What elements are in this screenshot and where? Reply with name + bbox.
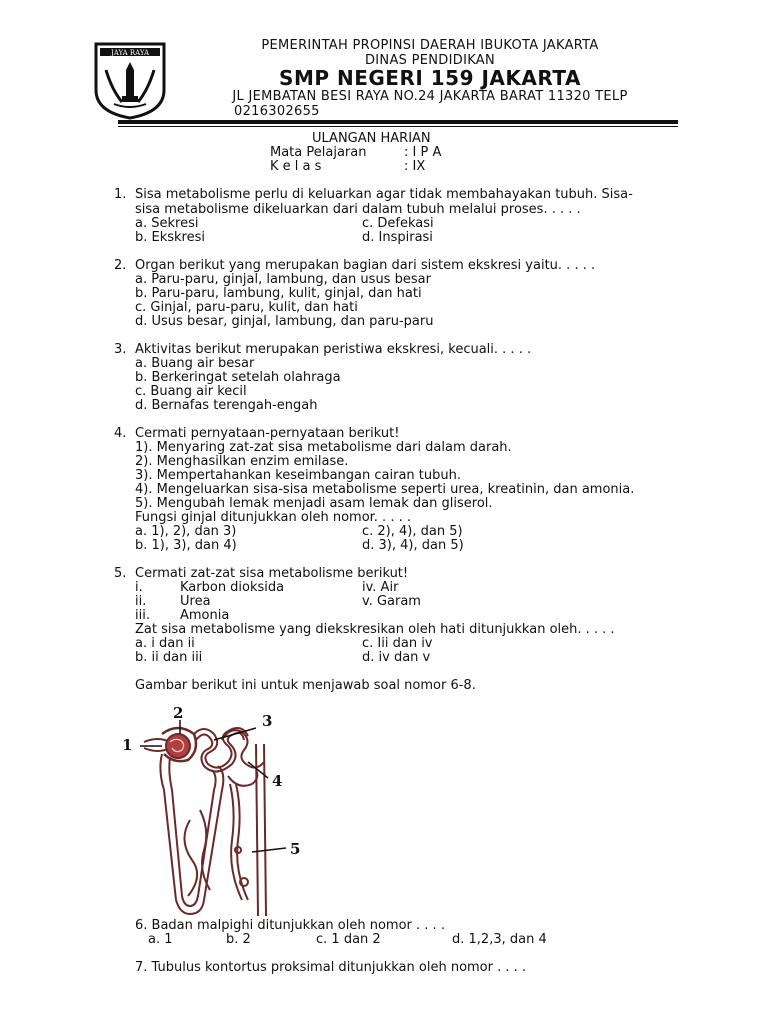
q1-option-d: d. Inspirasi xyxy=(362,230,433,245)
header-department: DINAS PENDIDIKAN xyxy=(364,53,496,68)
q5-question: Zat sisa metabolisme yang diekskresikan oleh hati ditunjukkan oleh. . . . . xyxy=(135,622,615,637)
q2-option-a: a. Paru-paru, ginjal, lambung, dan usus besar xyxy=(135,272,431,287)
q3-option-c: c. Buang air kecil xyxy=(135,384,247,399)
q3-text: Aktivitas berikut merupakan peristiwa ekskresi, kecuali. . . . . xyxy=(135,342,532,357)
class-label: K e l a s xyxy=(270,159,322,174)
q2-text: Organ berikut yang merupakan bagian dari sistem ekskresi yaitu. . . . . xyxy=(135,258,596,273)
exam-title: ULANGAN HARIAN xyxy=(312,131,431,146)
q5-text: Cermati zat-zat sisa metabolisme berikut! xyxy=(135,566,409,581)
q5-item-i-number: i. xyxy=(135,580,143,595)
q1-text-line1: Sisa metabolisme perlu di keluarkan agar tidak membahayakan tubuh. Sisa- xyxy=(135,187,633,202)
q3-option-a: a. Buang air besar xyxy=(135,356,255,371)
q6-option-d: d. 1,2,3, dan 4 xyxy=(452,932,547,947)
class-value: : IX xyxy=(404,159,426,174)
q4-option-d: d. 3), 4), dan 5) xyxy=(362,538,464,553)
q5-item-iii: Amonia xyxy=(180,608,230,623)
figure-label-2: 2 xyxy=(173,704,184,722)
q4-option-c: c. 2), 4), dan 5) xyxy=(362,524,463,539)
q3-option-b: b. Berkeringat setelah olahraga xyxy=(135,370,341,385)
q1-number: 1. xyxy=(114,187,127,202)
q4-text: Cermati pernyataan-pernyataan berikut! xyxy=(135,426,400,441)
q2-number: 2. xyxy=(114,258,127,273)
q5-item-iii-number: iii. xyxy=(135,608,150,623)
q5-option-b: b. ii dan iii xyxy=(135,650,203,665)
q5-item-ii: Urea xyxy=(180,594,211,609)
q5-option-a: a. i dan ii xyxy=(135,636,195,651)
nephron-figure xyxy=(118,700,318,922)
header-government: PEMERINTAH PROPINSI DAERAH IBUKOTA JAKARTA xyxy=(261,38,599,53)
q4-statement-4: 4). Mengeluarkan sisa-sisa metabolisme seperti urea, kreatinin, dan amonia. xyxy=(135,482,635,497)
q2-option-d: d. Usus besar, ginjal, lambung, dan paru-paru xyxy=(135,314,434,329)
q2-option-b: b. Paru-paru, lambung, kulit, ginjal, dan hati xyxy=(135,286,422,301)
q4-number: 4. xyxy=(114,426,127,441)
q5-number: 5. xyxy=(114,566,127,581)
q3-number: 3. xyxy=(114,342,127,357)
header-rule-thick xyxy=(118,120,678,124)
q5-item-ii-number: ii. xyxy=(135,594,147,609)
q1-option-a: a. Sekresi xyxy=(135,216,199,231)
header-rule-thin xyxy=(118,126,678,127)
figure-label-5: 5 xyxy=(290,840,301,858)
figure-intro: Gambar berikut ini untuk menjawab soal nomor 6-8. xyxy=(135,678,476,693)
q5-option-d: d. iv dan v xyxy=(362,650,431,665)
q6-option-b: b. 2 xyxy=(226,932,251,947)
q4-statement-2: 2). Menghasilkan enzim emilase. xyxy=(135,454,349,469)
q5-item-v: v. Garam xyxy=(362,594,421,609)
logo-text: JAYA RAYA xyxy=(110,49,150,57)
q4-statement-1: 1). Menyaring zat-zat sisa metabolisme dari dalam darah. xyxy=(135,440,512,455)
subject-value: : I P A xyxy=(404,145,442,160)
q2-option-c: c. Ginjal, paru-paru, kulit, dan hati xyxy=(135,300,358,315)
q6-text: 6. Badan malpighi ditunjukkan oleh nomor . . . . xyxy=(135,918,445,933)
q1-option-c: c. Defekasi xyxy=(362,216,434,231)
q6-option-a: a. 1 xyxy=(148,932,173,947)
q7-text: 7. Tubulus kontortus proksimal ditunjukkan oleh nomor . . . . xyxy=(135,960,527,975)
q1-text-line2: sisa metabolisme dikeluarkan dari dalam tubuh melalui proses. . . . . xyxy=(135,202,581,217)
q4-question: Fungsi ginjal ditunjukkan oleh nomor. . . . . xyxy=(135,510,411,525)
q3-option-d: d. Bernafas terengah-engah xyxy=(135,398,318,413)
figure-label-1: 1 xyxy=(122,736,133,754)
header-address: JL JEMBATAN BESI RAYA NO.24 JAKARTA BARAT 11320 TELP xyxy=(232,89,628,104)
figure-label-3: 3 xyxy=(262,712,273,730)
header-phone: 0216302655 xyxy=(234,104,320,119)
subject-label: Mata Pelajaran xyxy=(270,145,367,160)
q5-item-iv: iv. Air xyxy=(362,580,399,595)
figure-label-4: 4 xyxy=(272,772,283,790)
q1-option-b: b. Ekskresi xyxy=(135,230,206,245)
school-logo xyxy=(92,40,168,120)
q4-option-a: a. 1), 2), dan 3) xyxy=(135,524,237,539)
q6-option-c: c. 1 dan 2 xyxy=(316,932,381,947)
q4-statement-5: 5). Mengubah lemak menjadi asam lemak dan gliserol. xyxy=(135,496,493,511)
q4-statement-3: 3). Mempertahankan keseimbangan cairan tubuh. xyxy=(135,468,461,483)
q5-item-i: Karbon dioksida xyxy=(180,580,285,595)
header-school-name: SMP NEGERI 159 JAKARTA xyxy=(279,66,581,90)
q4-option-b: b. 1), 3), dan 4) xyxy=(135,538,237,553)
q5-option-c: c. Iii dan iv xyxy=(362,636,433,651)
